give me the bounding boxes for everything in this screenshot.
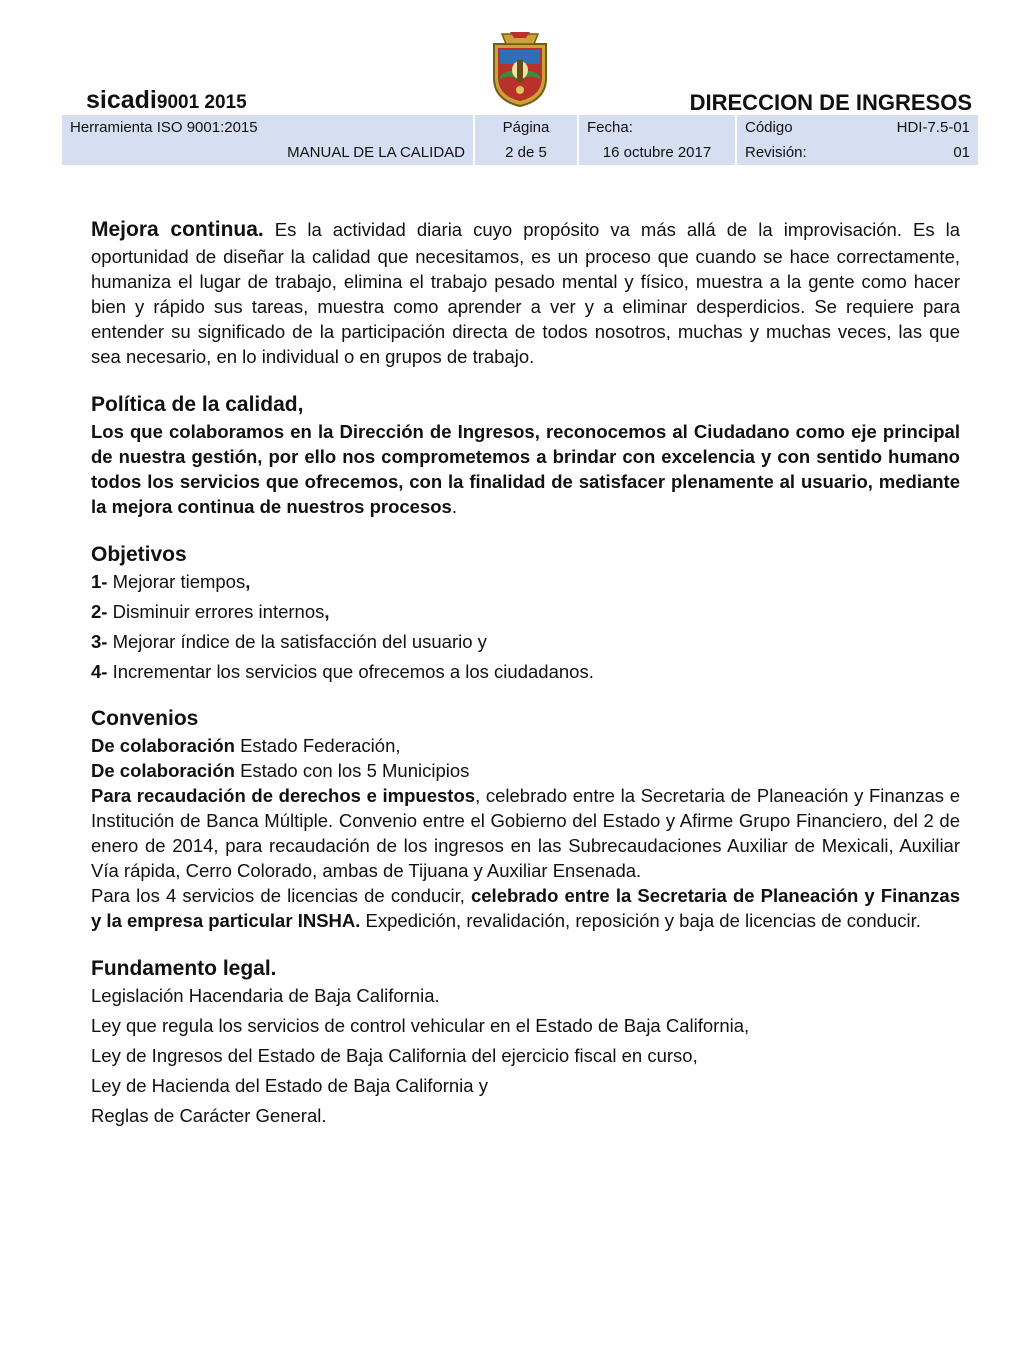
code-value-cell: [883, 115, 978, 140]
politica-text: Los que colaboramos en la Dirección de Ingresos, reconocemos al Ciudadano como eje principal de nuestra gestión, por ello nos comprometemos a brindar con excelencia y con sentido humano todos los servicios que ofrecemos, con la finalidad de satisfacer plenamente al usuario, mediante la mejora continua de nuestros procesos: [91, 421, 960, 517]
item-number: 2-: [91, 601, 108, 622]
brand-title: [86, 86, 247, 115]
code-label: Código: [745, 119, 793, 136]
department-title: DIRECCION DE INGRESOS: [689, 90, 972, 115]
item-number: 3-: [91, 631, 108, 652]
manual-cell: [62, 140, 474, 165]
document-body: [91, 216, 960, 1133]
code-value: HDI-7.5-01: [896, 119, 970, 136]
item-text: Incrementar los servicios que ofrecemos a los ciudadanos.: [107, 661, 594, 682]
tool-cell: [62, 115, 474, 140]
convenio-text: Para los 4 servicios de licencias de conducir,: [91, 885, 471, 906]
item-number: 1-: [91, 571, 108, 592]
list-item: [91, 629, 960, 655]
convenio-bold: De colaboración: [91, 735, 235, 756]
revision-value-cell: [883, 140, 978, 165]
convenio-tail: Expedición, revalidación, reposición y baja de licencias de conducir.: [360, 910, 921, 931]
tool-label: Herramienta ISO 9001:2015: [70, 119, 258, 136]
document-header-table: [62, 115, 978, 165]
revision-value: 01: [953, 144, 970, 161]
list-item: [91, 569, 960, 595]
page-value-cell: [474, 140, 578, 165]
item-number: 4-: [91, 661, 108, 682]
mejora-text: Es la actividad diaria cuyo propósito va más allá de la improvisación. Es la oportunidad de diseñar la calidad que necesitamos, es un proceso que cuando se hace correctamente, humaniza el lugar de trabajo, elimina el trabajo pesado mental y físico, muestra a la gente como hacer bien y rápido sus tareas, muestra como aprender a ver y a eliminar desperdicios. Se requiere para entender su significado de la participación directa de todos nosotros, muchas y muchas veces, las que sea necesario, en lo individual o en grupos de trabajo.: [91, 219, 960, 367]
politica-paragraph: [91, 419, 960, 519]
mejora-title: Mejora continua.: [91, 218, 264, 241]
politica-title: Política de la calidad,: [91, 393, 304, 416]
item-text: Mejorar tiempos: [107, 571, 246, 592]
mejora-paragraph: [91, 216, 960, 369]
convenio-text: Estado Federación,: [234, 735, 401, 756]
revision-label-cell: [736, 140, 883, 165]
convenio-text: Estado con los 5 Municipios: [234, 760, 470, 781]
item-tail: ,: [324, 601, 330, 622]
convenio-line-1: [91, 733, 960, 758]
page-label-cell: [474, 115, 578, 140]
list-item: Reglas de Carácter General.: [91, 1105, 327, 1126]
item-tail: ,: [245, 571, 251, 592]
date-label-cell: [578, 115, 736, 140]
item-text: Mejorar índice de la satisfacción del usuario y: [107, 631, 487, 652]
list-item: Ley de Hacienda del Estado de Baja California y: [91, 1075, 488, 1096]
fundamento-title: Fundamento legal.: [91, 957, 277, 980]
list-item: [91, 659, 960, 685]
date-value-cell: [578, 140, 736, 165]
item-text: Disminuir errores internos: [107, 601, 325, 622]
convenios-title: Convenios: [91, 707, 199, 730]
convenio-bold: celebrado entre la Secretaria de Planeación y Finanzas y la empresa particular INSHA.: [91, 885, 960, 931]
date-value: 16 octubre 2017: [602, 144, 712, 161]
brand-system: sicadi: [86, 86, 157, 114]
list-item: [91, 599, 960, 625]
objetivos-list: [91, 569, 960, 685]
list-item: Legislación Hacendaria de Baja California.: [91, 985, 440, 1006]
politica-end: .: [451, 496, 457, 517]
convenio-bold: Para recaudación de derechos e impuestos: [91, 785, 476, 806]
convenio-line-2: [91, 758, 960, 783]
convenio-paragraph-2: [91, 883, 960, 933]
date-label: Fecha:: [587, 119, 633, 136]
manual-label: MANUAL DE LA CALIDAD: [287, 144, 465, 161]
revision-label: Revisión:: [745, 144, 807, 161]
page-value: 2 de 5: [505, 144, 547, 161]
code-label-cell: [736, 115, 883, 140]
list-item: Ley que regula los servicios de control vehicular en el Estado de Baja California,: [91, 1015, 750, 1036]
convenio-bold: De colaboración: [91, 760, 235, 781]
convenio-paragraph-1: [91, 783, 960, 883]
state-coat-of-arms-icon: [488, 30, 552, 108]
list-item: Ley de Ingresos del Estado de Baja California del ejercicio fiscal en curso,: [91, 1045, 698, 1066]
objetivos-title: Objetivos: [91, 543, 187, 566]
fundamento-list: [91, 983, 960, 1129]
convenio-text: , celebrado entre la Secretaria de Planeación y Finanzas e Institución de Banca Múltiple. Convenio entre el Gobierno del Estado y Afirme Grupo Financiero, del 2 de enero de 2014, para recaudación de los ingresos en las Subrecaudaciones Auxiliar de Mexicali, Auxiliar Vía rápida, Cerro Colorado, ambas de Tijuana y Auxiliar Ensenada.: [91, 785, 960, 881]
brand-version: 9001 2015: [156, 92, 247, 113]
page-label: Página: [502, 119, 550, 136]
